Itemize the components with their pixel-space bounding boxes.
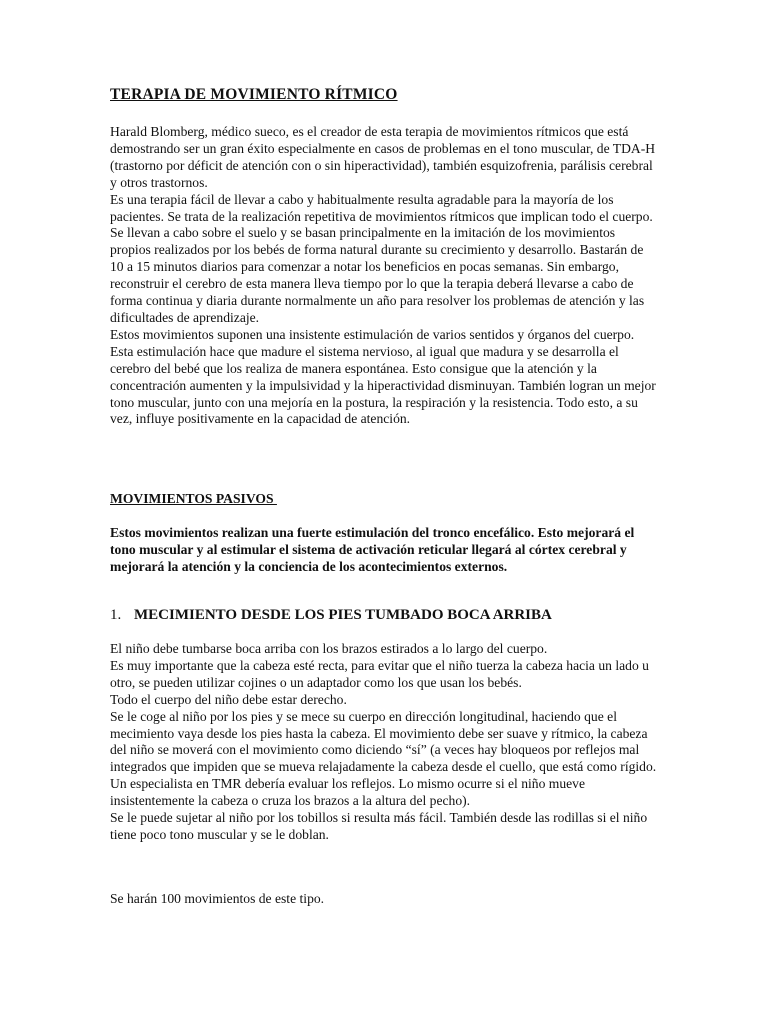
document-title: TERAPIA DE MOVIMIENTO RÍTMICO <box>110 86 398 103</box>
item-paragraph-1: El niño debe tumbarse boca arriba con los brazos estirados a lo largo del cuerpo. <box>110 641 548 656</box>
item-paragraph-3: Todo el cuerpo del niño debe estar derecho. <box>110 691 347 707</box>
section-heading-movimientos-pasivos: MOVIMIENTOS PASIVOS <box>110 491 277 506</box>
item-paragraph-4: Se le coge al niño por los pies y se mece su cuerpo en dirección longitudinal, haciendo que el mecimiento vaya desde los pies hasta la cabeza. El movimiento debe ser suave y rítmico, la cabeza del niño se moverá con el movimiento como diciendo “sí” (a veces hay bloqueos por reflejos mal integrados que impiden que se mueva relajadamente la cabeza desde el cuello, que está como rígido. Un especialista en TMR debería evaluar los reflejos. Lo mismo ocurre si el niño mueve insistentemente la cabeza o cruza los brazos a la altura del pecho). <box>110 708 657 809</box>
intro-section <box>110 124 658 428</box>
intro-paragraph-2: Es una terapia fácil de llevar a cabo y habitualmente resulta agradable para la mayoría de los pacientes. Se trata de la realización repetitiva de movimientos rítmicos que implican todo el cuerpo. Se llevan a cabo sobre el suelo y se basan principalmente en la imitación de los movimientos propios realizados por los bebés de forma natural durante su crecimiento y desarrollo. Bastarán de 10 a 15 minutos diarios para comenzar a notar los beneficios en pocas semanas. Sin embargo, reconstruir el cerebro de esta manera lleva tiempo por lo que la terapia deberá llevarse a cabo de forma continua y diaria durante normalmente un año para resolver los problemas de atención y las dificultades de aprendizaje. <box>110 191 653 325</box>
item-body <box>110 641 658 844</box>
numbered-item-heading <box>110 607 552 624</box>
intro-paragraph-1: Harald Blomberg, médico sueco, es el creador de esta terapia de movimientos rítmicos que está demostrando ser un gran éxito especialmente en casos de problemas en el tono muscular, de TDA-H (trastorno por déficit de atención con o sin hiperactividad), también esquizofrenia, parálisis cerebral y otros trastornos. <box>110 124 656 190</box>
section-intro: Estos movimientos realizan una fuerte estimulación del tronco encefálico. Esto mejorará el tono muscular y al estimular el sistema de activación reticular llegará al córtex cerebral y mejorará la atención y la conciencia de los acontecimientos externos. <box>110 525 635 574</box>
item-title: MECIMIENTO DESDE LOS PIES TUMBADO BOCA ARRIBA <box>134 607 552 623</box>
item-paragraph-5: Se le puede sujetar al niño por los tobillos si resulta más fácil. También desde las rodillas si el niño tiene poco tono muscular y se le doblan. <box>110 810 648 842</box>
closing-sentence: Se harán 100 movimientos de este tipo. <box>110 891 325 906</box>
item-number: 1. <box>110 607 122 623</box>
intro-paragraph-3: Estos movimientos suponen una insistente estimulación de varios sentidos y órganos del cuerpo. Esta estimulación hace que madure el sistema nervioso, al igual que madura y se desarrolla el cerebro del bebé que los realiza de manera espontánea. Esto consigue que la atención y la concentración aumenten y la impulsividad y la hiperactividad disminuyan. También logran un mejor tono muscular, junto con una mejoría en la postura, la respiración y la resistencia. Todo esto, a su vez, influye positivamente en la capacidad de atención. <box>110 326 656 427</box>
item-paragraph-2: Es muy importante que la cabeza esté recta, para evitar que el niño tuerza la cabeza hacia un lado u otro, se pueden utilizar cojines o un adaptador como los que usan los bebés. <box>110 657 649 690</box>
